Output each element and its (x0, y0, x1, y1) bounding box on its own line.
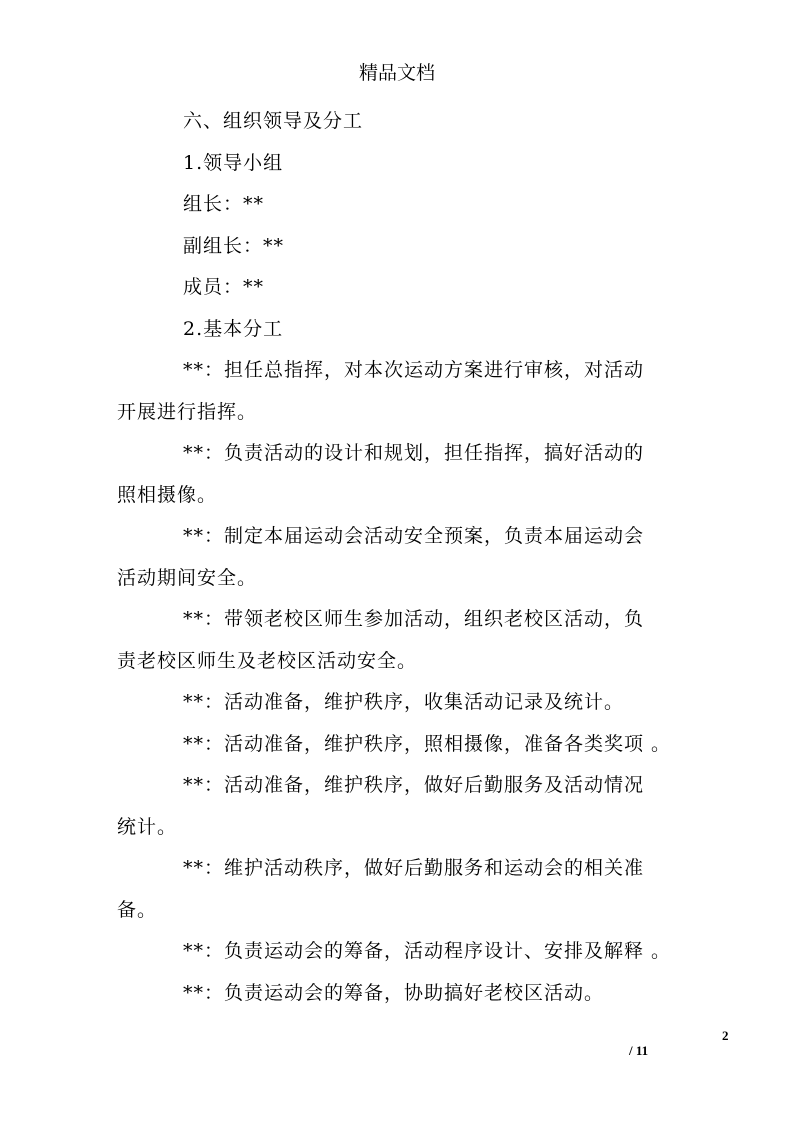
text-line: 统计。 (117, 815, 178, 838)
text-line: 2.基本分工 (183, 317, 284, 340)
text-line: 备。 (117, 898, 158, 921)
text-line: **：担任总指挥，对本次运动方案进行审核，对活动 (183, 359, 645, 381)
text-line: 活动期间安全。 (117, 566, 258, 589)
text-line: 副组长：** (183, 234, 285, 257)
page-total: / 11 (629, 1043, 649, 1058)
text-line: **：维护活动秩序，做好后勤服务和运动会的相关准 (183, 857, 645, 879)
text-line: **：活动准备，维护秩序，做好后勤服务及活动情况 (183, 774, 645, 796)
text-line: 六、组织领导及分工 (183, 110, 364, 132)
text-line: **：制定本届运动会活动安全预案，负责本届运动会 (183, 525, 645, 547)
text-line: **：带领老校区师生参加活动，组织老校区活动，负 (183, 608, 645, 630)
document-body (117, 101, 677, 1014)
text-line: **：活动准备，维护秩序，收集活动记录及统计。 (183, 691, 625, 713)
text-line: 开展进行指挥。 (117, 400, 258, 423)
text-line: **：活动准备，维护秩序，照相摄像，准备各类奖项 。 (183, 732, 672, 755)
document-header-title: 精品文档 (358, 62, 435, 84)
text-line: **：负责运动会的筹备，协助搞好老校区活动。 (183, 981, 605, 1004)
text-line: 1.领导小组 (183, 151, 284, 174)
text-line: 照相摄像。 (117, 483, 218, 506)
text-line: 组长：** (183, 193, 265, 215)
text-line: 责老校区师生及老校区活动安全。 (117, 649, 418, 672)
text-line: **：负责活动的设计和规划，担任指挥，搞好活动的 (183, 442, 645, 464)
text-line: **：负责运动会的筹备，活动程序设计、安排及解释 。 (183, 940, 672, 962)
page-number: 2 (722, 1028, 729, 1043)
text-line: 成员：** (183, 276, 265, 298)
